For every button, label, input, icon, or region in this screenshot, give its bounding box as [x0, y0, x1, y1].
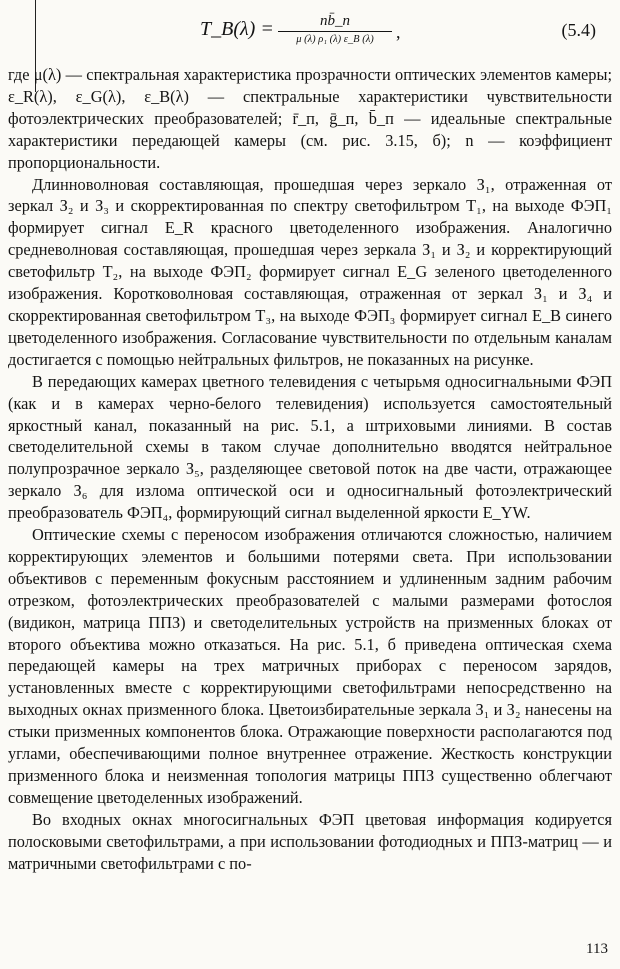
equation-numerator: nb̄_п: [320, 13, 350, 29]
fraction-bar: [278, 31, 392, 32]
equation-fraction: [278, 12, 392, 45]
page-number: 113: [586, 941, 608, 957]
paragraph-definitions: где μ(λ) — спектральная характеристика прозрачности оптических элементов камеры; ε_R(λ), ε_G(λ), ε_B(λ) — спектральные характеристики чувствительности фотоэлектрических преобразователей; r̄_п, ḡ_п, b̄_п — идеальные спектральные характеристики передающей камеры (см. рис. 3.15, б); n — коэффициент пропорциональности.: [8, 65, 612, 172]
paragraph-input-windows: Во входных окнах многосигнальных ФЭП цветовая информация кодируется полосковыми светофильтрами, а при использовании фотодиодных и ППЗ-матриц — и матричными светофильтрами с по-: [8, 809, 612, 873]
equation-number: (5.4): [561, 20, 596, 40]
equation-lhs: T_B(λ) =: [200, 18, 274, 40]
equation-denominator: μ (λ) ρ₁ (λ) ε_B (λ): [296, 34, 374, 45]
equation-comma: ,: [396, 22, 401, 42]
paragraph-long-wave: Длинноволновая составляющая, прошедшая через зеркало З₁, отраженная от зеркал З₂ и З₃ и скорректированная по спектру светофильтром T₁, на выходе ФЭП₁ формирует сигнал E_R красного цветоделенного изображения. Аналогично средневолновая составляющая, прошедшая через зеркала З₁ и З₂ и корректирующий светофильтр T₂, на выходе ФЭП₂ формирует сигнал E_G зеленого цветоделенного изображения. Коротковолновая составляющая, отраженная от зеркал З₁ и З₄ и скорректированная светофильтром T₃, на выходе ФЭП₃ формирует сигнал E_B синего цветоделенного изображения. Согласование чувствительности по отдельным каналам достигается с помощью нейтральных фильтров, не показанных на рисунке.: [8, 174, 612, 369]
paragraph-four-sensor: В передающих камерах цветного телевидения с четырьмя односигнальными ФЭП (как и в камерах черно-белого телевидения) используется самостоятельный яркостный канал, показанный на рис. 5.1, а штриховыми линиями. В состав светоделительной схемы в таком случае дополнительно вводятся нейтральное полупрозрачное зеркало З₅, разделяющее световой поток на две части, отражающее зеркало З₆ для излома оптической оси и односигнальный фотоэлектрический преобразователь ФЭП₄, формирующий сигнал выделенной яркости E_YW.: [8, 371, 612, 523]
body-text: [8, 64, 612, 875]
equation-5-4: [0, 12, 620, 60]
paragraph-optical-schemes: Оптические схемы с переносом изображения отличаются сложностью, наличием корректирующих элементов и большими потерями света. При использовании объективов с переменным фокусным расстоянием и удлиненным задним рабочим отрезком, фотоэлектрических преобразователей с малыми размерами фотослоя (видикон, матрица ППЗ) и светоделительных устройств на призменных блоках от второго объектива можно отказаться. На рис. 5.1, б приведена оптическая схема передающей камеры на трех матричных приборах с переносом зарядов, установленных вместе с корректирующими светофильтрами непосредственно на выходных окнах призменного блока. Цветоизбирательные зеркала З₁ и З₂ нанесены на стыки призменных компонентов блока. Отражающие поверхности располагаются под углами, обеспечивающими полное внутреннее отражение. Жесткость конструкции призменного блока и неизменная топология матрицы ППЗ существенно облегчают совмещение цветоделенных изображений.: [8, 525, 612, 807]
